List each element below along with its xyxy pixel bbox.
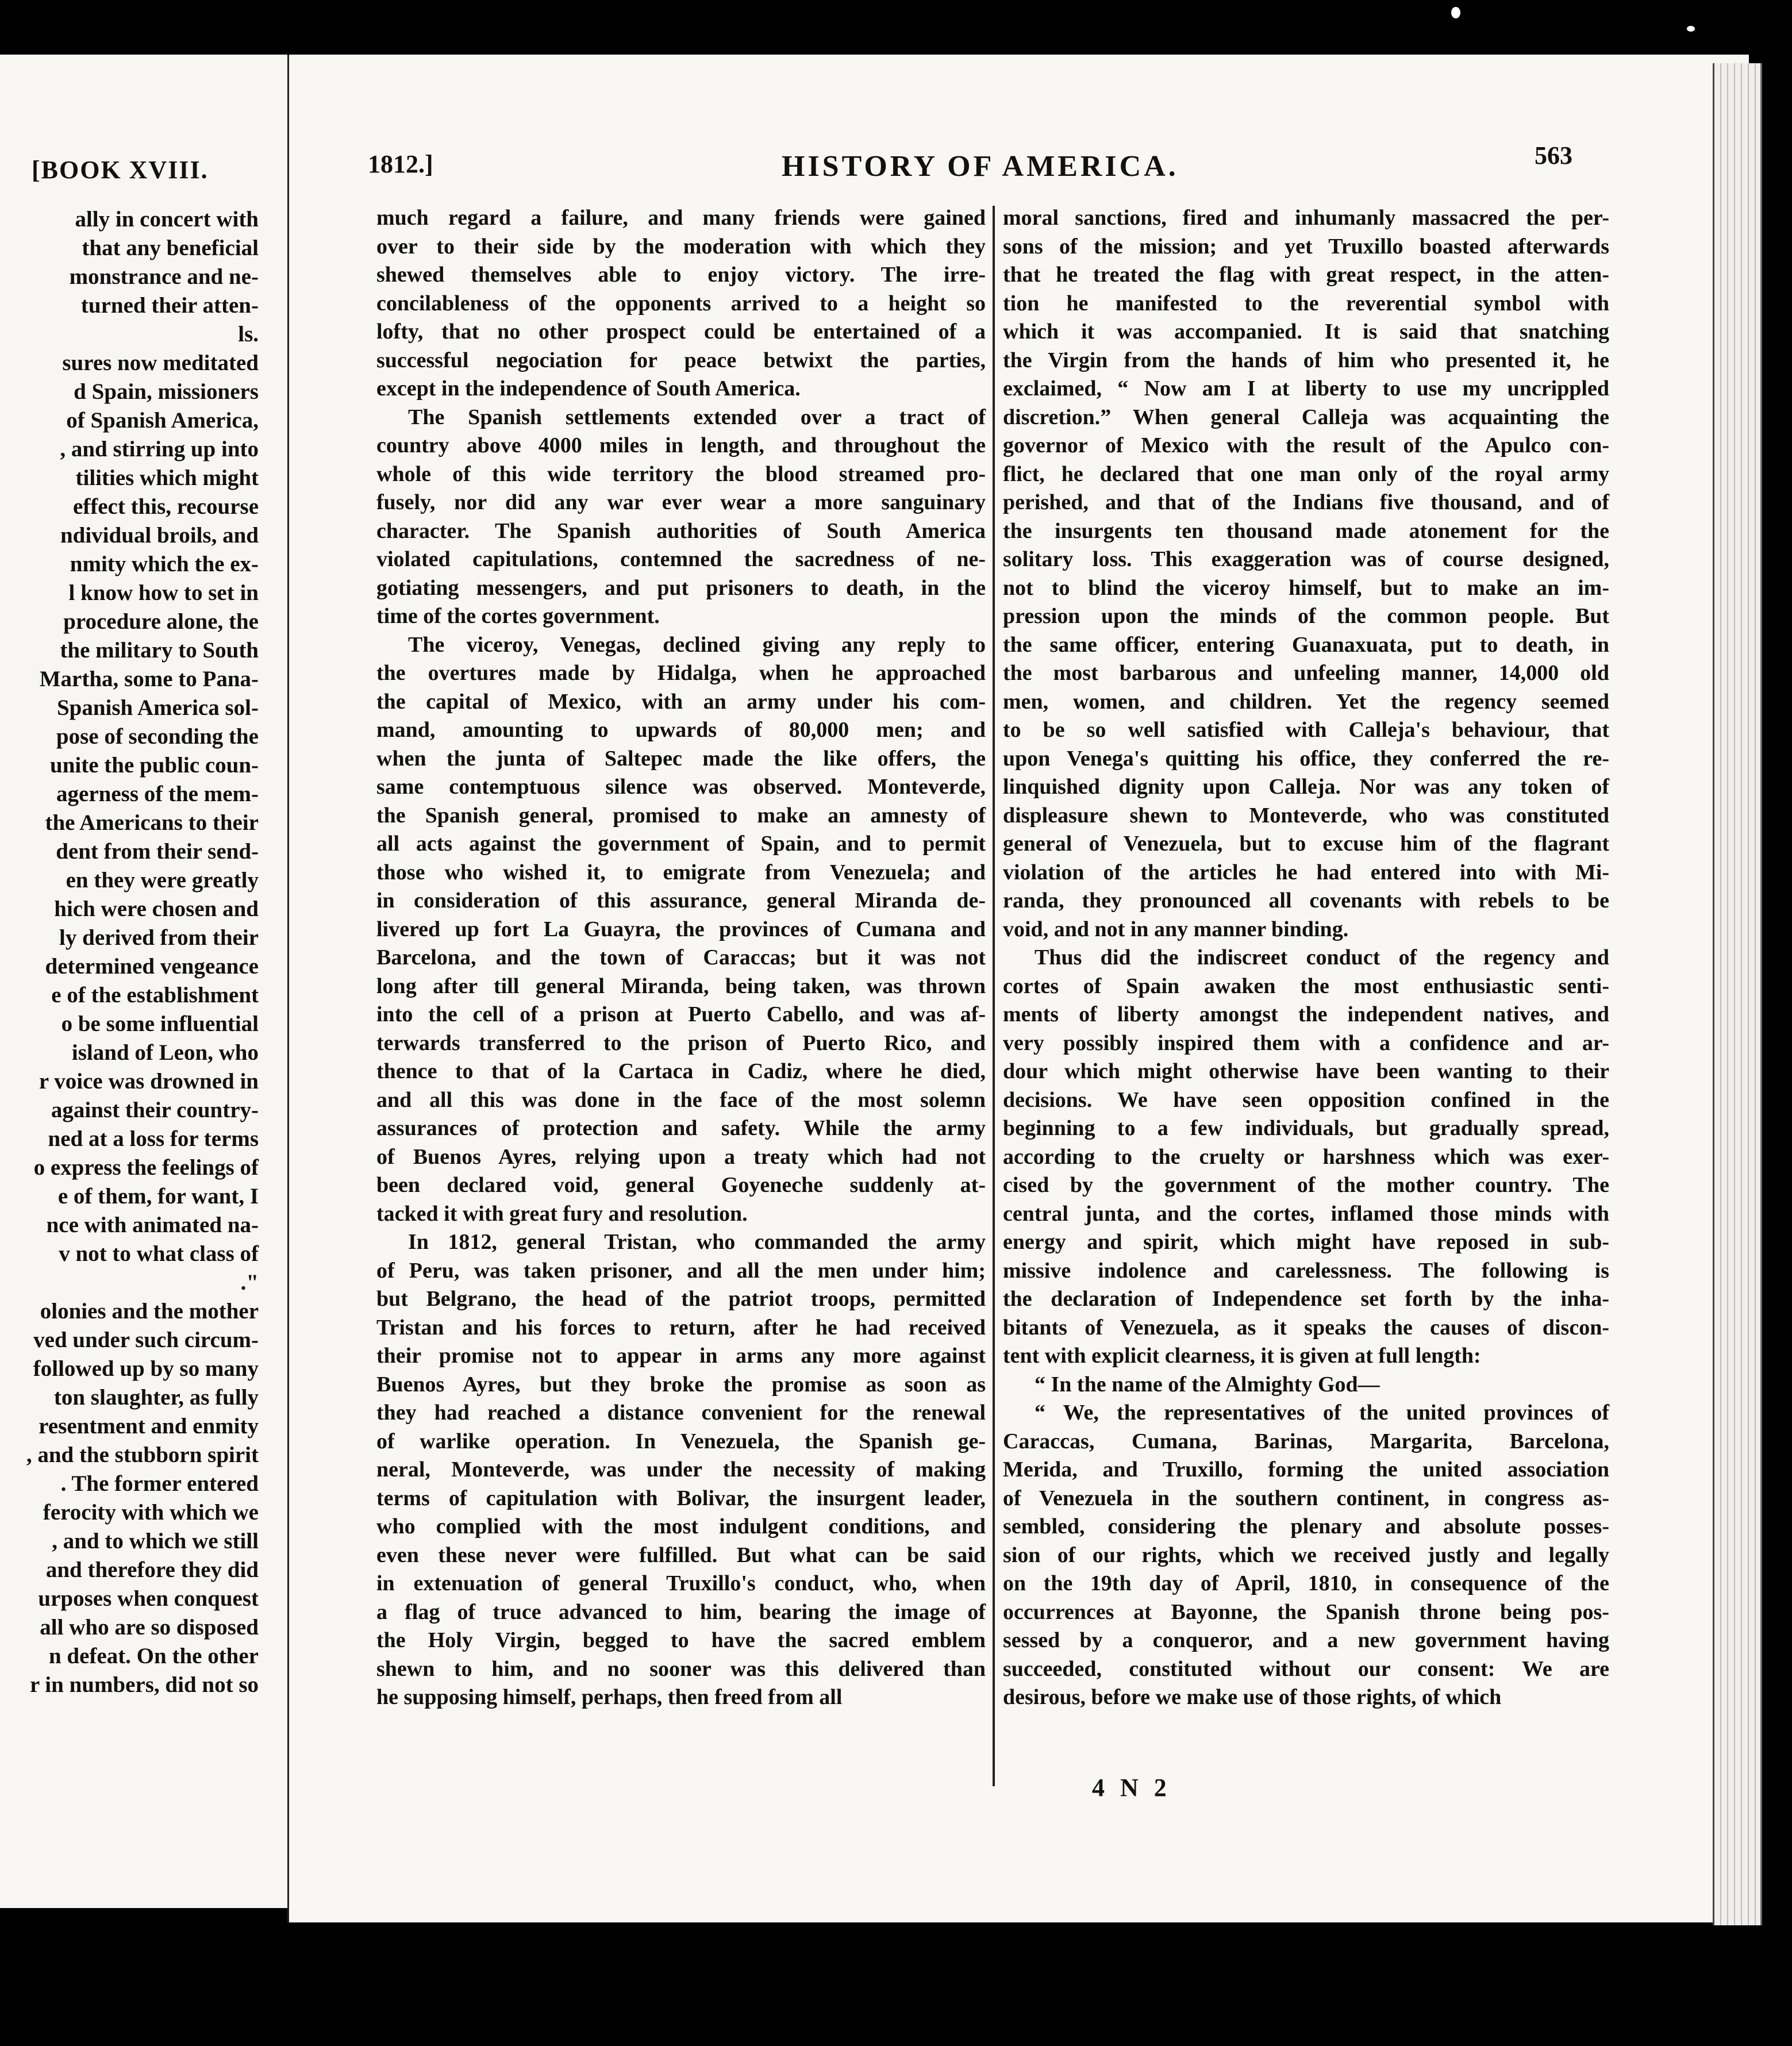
left-text-line: followed up by so many — [33, 1356, 259, 1381]
text-line: he supposing himself, perhaps, then freed from all — [376, 1685, 843, 1709]
text-line: “ In the name of the Almighty God— — [1035, 1372, 1380, 1397]
text-line: the Spanish general, promised to make an amnesty of — [376, 803, 986, 828]
left-text-line: effect this, recourse — [72, 494, 259, 519]
text-line: they had reached a distance convenient for the renewal — [376, 1401, 986, 1425]
text-line: The viceroy, Venegas, declined giving any reply to — [408, 632, 986, 657]
left-text-line: procedure alone, the — [63, 609, 259, 634]
text-line: that he treated the flag with great respect, in the atten- — [1003, 263, 1609, 287]
left-text-line: ton slaughter, as fully — [53, 1385, 259, 1410]
left-text-line: pose of seconding the — [56, 724, 259, 749]
text-line: solitary loss. This exaggeration was of course designed, — [1003, 547, 1609, 571]
text-line: violation of the articles he had entered into with Mi- — [1003, 860, 1609, 884]
text-line: even these never were fulfilled. But what can be said — [376, 1543, 986, 1567]
text-line: gotiating messengers, and put prisoners to death, in the — [376, 575, 986, 600]
text-line: central junta, and the cortes, inflamed those minds with — [1003, 1201, 1609, 1226]
text-line: and all this was done in the face of the most solemn — [376, 1087, 986, 1112]
left-text-line: d Spain, missioners — [74, 379, 259, 404]
text-line: the Holy Virgin, begged to have the sacred emblem — [376, 1628, 986, 1652]
text-line: upon Venega's quitting his office, they conferred the re- — [1003, 746, 1609, 771]
left-text-line: o be some influential — [61, 1012, 259, 1036]
text-line: the insurgents ten thousand made atonement for the — [1003, 518, 1609, 543]
text-line: ments of liberty amongst the independent natives, and — [1003, 1002, 1609, 1026]
text-line: all acts against the government of Spain, and to permit — [376, 832, 986, 856]
left-text-line: r voice was drowned in — [39, 1069, 259, 1094]
text-line: very possibly inspired them with a confidence and ar- — [1003, 1030, 1609, 1055]
left-text-line: ferocity with which we — [43, 1500, 259, 1525]
text-line: livered up fort La Guayra, the provinces of Cumana and — [376, 917, 986, 941]
left-text-line: ned at a loss for terms — [48, 1126, 259, 1151]
left-text-line: unite the public coun- — [50, 753, 259, 778]
text-line: to be so well satisfied with Calleja's behaviour, that — [1003, 718, 1609, 742]
left-text-line: l know how to set in — [68, 580, 259, 605]
left-text-line: of Spanish America, — [66, 408, 259, 433]
text-line: violated capitulations, contemned the sacredness of ne- — [376, 547, 986, 571]
column-divider — [993, 206, 995, 1786]
text-line: except in the independence of South America. — [376, 376, 801, 401]
text-line: the overtures made by Hidalga, when he approached — [376, 661, 986, 685]
left-text-line: monstrance and ne- — [69, 264, 259, 289]
left-text-line: o express the feelings of — [33, 1155, 259, 1180]
left-text-line: all who are so disposed — [40, 1615, 259, 1640]
text-line: of Venezuela in the southern continent, in congress as- — [1003, 1486, 1609, 1510]
signature-mark: 4 N 2 — [1092, 1774, 1171, 1802]
text-line: not to blind the viceroy himself, but to make an im- — [1003, 575, 1609, 600]
left-text-line: ally in concert with — [75, 207, 259, 232]
left-text-line: . The former entered — [60, 1471, 259, 1496]
text-line: sembled, considering the plenary and absolute posses- — [1003, 1514, 1609, 1539]
text-line: concilableness of the opponents arrived to a height so — [376, 291, 986, 316]
left-text-line: e of the establishment — [51, 983, 259, 1007]
text-line: time of the cortes government. — [376, 604, 660, 628]
left-text-line: , and to which we still — [52, 1529, 259, 1553]
left-text-line: en they were greatly — [66, 868, 259, 893]
page-edges — [1713, 63, 1762, 1925]
left-text-line: that any beneficial — [82, 236, 259, 260]
left-page-text — [0, 205, 293, 1699]
left-text-line: , and stirring up into — [60, 437, 259, 461]
text-line: the declaration of Independence set forth by the inha- — [1003, 1287, 1609, 1311]
text-line: desirous, before we make use of those rights, of which — [1003, 1685, 1502, 1709]
running-head-year: 1812.] — [368, 150, 433, 178]
text-line: much regard a failure, and many friends were gained — [376, 206, 986, 230]
text-line: character. The Spanish authorities of South America — [376, 518, 986, 543]
left-text-line: olonies and the mother — [40, 1299, 259, 1324]
text-line: of Peru, was taken prisoner, and all the men under him; — [376, 1258, 986, 1283]
text-line: over to their side by the moderation with which they — [376, 234, 986, 259]
text-line: but Belgrano, the head of the patriot troops, permitted — [376, 1287, 986, 1311]
text-line: sons of the mission; and yet Truxillo boasted afterwards — [1003, 234, 1609, 259]
text-line: of warlike operation. In Venezuela, the Spanish ge- — [376, 1429, 986, 1453]
text-line: Merida, and Truxillo, forming the united association — [1003, 1457, 1609, 1482]
text-line: fusely, nor did any war ever wear a more sanguinary — [376, 490, 986, 514]
text-line: The Spanish settlements extended over a tract of — [408, 405, 986, 429]
left-text-line: Spanish America sol- — [56, 695, 259, 720]
text-line: Caraccas, Cumana, Barinas, Margarita, Barcelona, — [1003, 1429, 1609, 1453]
text-line: successful negociation for peace betwixt the parties, — [376, 348, 986, 372]
text-line: long after till general Miranda, being taken, was thrown — [376, 974, 986, 998]
text-line: assurances of protection and safety. While the army — [376, 1116, 986, 1140]
text-line: Buenos Ayres, but they broke the promise as soon as — [376, 1372, 986, 1397]
text-line: who complied with the most indulgent conditions, and — [376, 1514, 986, 1539]
left-text-line: ls. — [238, 322, 259, 347]
text-line: those who wished it, to emigrate from Venezuela; and — [376, 860, 986, 884]
text-line: a flag of truce advanced to him, bearing the image of — [376, 1599, 986, 1624]
text-line: Tristan and his forces to return, after he had received — [376, 1315, 986, 1340]
left-text-line: island of Leon, who — [71, 1040, 259, 1065]
left-text-line: dent from their send- — [56, 839, 259, 864]
text-line: their promise not to appear in arms any more against — [376, 1344, 986, 1368]
left-text-line: , and the stubborn spirit — [26, 1443, 259, 1467]
left-text-line: ." — [240, 1270, 259, 1295]
text-line: thence to that of la Cartaca in Cadiz, where he died, — [376, 1059, 986, 1083]
text-line: the Virgin from the hands of him who presented it, he — [1003, 348, 1609, 372]
left-text-line: against their country- — [51, 1098, 259, 1122]
left-text-line: agerness of the mem- — [56, 782, 259, 806]
text-line: cised by the government of the mother country. The — [1003, 1173, 1609, 1197]
text-line: Barcelona, and the town of Caraccas; but it was not — [376, 945, 986, 970]
text-line: succeeded, constituted without our consent: We are — [1003, 1656, 1609, 1681]
text-line: neral, Monteverde, was under the necessity of making — [376, 1457, 986, 1482]
left-text-line: e of them, for want, I — [57, 1184, 259, 1209]
text-line: cortes of Spain awaken the most enthusiastic senti- — [1003, 974, 1609, 998]
left-text-line: sures now meditated — [62, 351, 259, 375]
text-line: tacked it with great fury and resolution. — [376, 1201, 748, 1226]
left-text-line: and therefore they did — [45, 1557, 259, 1582]
text-line: flict, he declared that one man only of the royal army — [1003, 461, 1609, 486]
text-line: perished, and that of the Indians five thousand, and of — [1003, 490, 1609, 514]
text-line: displeasure shewn to Monteverde, who was constituted — [1003, 803, 1609, 828]
text-line: general of Venezuela, but to excuse him of the flagrant — [1003, 832, 1609, 856]
text-line: terwards transferred to the prison of Puerto Rico, and — [376, 1030, 986, 1055]
text-line: linquished dignity upon Calleja. Nor was any token of — [1003, 775, 1609, 799]
text-line: occurrences at Bayonne, the Spanish throne being pos- — [1003, 1599, 1609, 1624]
left-text-line: resentment and enmity — [39, 1414, 259, 1439]
text-line: on the 19th day of April, 1810, in consequence of the — [1003, 1571, 1609, 1595]
left-text-line: tilities which might — [75, 466, 259, 490]
text-line: “ We, the representatives of the united provinces of — [1035, 1401, 1609, 1425]
text-line: which it was accompanied. It is said that snatching — [1003, 320, 1609, 344]
left-text-line: ved under such circum- — [33, 1328, 259, 1352]
text-line: been declared void, general Goyeneche suddenly at- — [376, 1173, 986, 1197]
left-text-line: ndividual broils, and — [60, 523, 259, 548]
left-text-line: Martha, some to Pana- — [39, 667, 259, 691]
text-line: missive indolence and carelessness. The following is — [1003, 1258, 1609, 1283]
text-line: tent with explicit clearness, it is given at full length: — [1003, 1344, 1481, 1368]
text-line: tion he manifested to the reverential symbol with — [1003, 291, 1609, 316]
left-text-line: the military to South — [60, 638, 259, 663]
text-line: terms of capitulation with Bolivar, the insurgent leader, — [376, 1486, 986, 1510]
text-column-right — [1003, 204, 1609, 1712]
left-text-line: the Americans to their — [45, 810, 259, 835]
scan-speck — [1451, 7, 1460, 18]
text-column-left — [376, 204, 986, 1712]
text-line: beginning to a few individuals, but gradually spread, — [1003, 1116, 1609, 1140]
text-line: the capital of Mexico, with an army under his com- — [376, 689, 986, 714]
text-line: randa, they pronounced all covenants with rebels to be — [1003, 889, 1609, 913]
left-text-line: v not to what class of — [59, 1241, 259, 1266]
text-line: void, and not in any manner binding. — [1003, 917, 1349, 941]
text-line: governor of Mexico with the result of the Apulco con- — [1003, 433, 1609, 457]
previous-page-fragment — [0, 55, 293, 1908]
left-text-line: urposes when conquest — [38, 1586, 259, 1611]
left-text-line: r in numbers, did not so — [29, 1672, 259, 1697]
text-line: in consideration of this assurance, general Miranda de- — [376, 889, 986, 913]
text-line: mand, amounting to upwards of 80,000 men; and — [376, 718, 986, 742]
text-line: sion of our rights, which we received justly and legally — [1003, 1543, 1609, 1567]
text-line: sessed by a conqueror, and a new government having — [1003, 1628, 1609, 1652]
text-line: the same officer, entering Guanaxuata, put to death, in — [1003, 632, 1609, 657]
text-line: discretion.” When general Calleja was acquainting the — [1003, 405, 1609, 429]
text-line: shewn to him, and no sooner was this delivered than — [376, 1656, 986, 1681]
left-running-head: [BOOK XVIII. — [32, 156, 209, 184]
left-text-line: turned their atten- — [80, 293, 259, 318]
text-line: in extenuation of general Truxillo's conduct, who, when — [376, 1571, 986, 1595]
text-line: men, women, and children. Yet the regency seemed — [1003, 689, 1609, 714]
text-line: moral sanctions, fired and inhumanly massacred the per- — [1003, 206, 1609, 230]
text-line: shewed themselves able to enjoy victory. The irre- — [376, 263, 986, 287]
left-text-line: hich were chosen and — [54, 897, 259, 921]
left-text-line: nmity which the ex- — [70, 552, 259, 576]
text-line: the most barbarous and unfeeling manner, 14,000 old — [1003, 661, 1609, 685]
text-line: same contemptuous silence was observed. Monteverde, — [376, 775, 986, 799]
left-text-line: determined vengeance — [45, 954, 259, 979]
text-line: according to the cruelty or harshness which was exer- — [1003, 1144, 1609, 1169]
running-head-title: HISTORY OF AMERICA. — [782, 150, 1179, 183]
left-text-line: n defeat. On the other — [48, 1644, 259, 1668]
text-line: pression upon the minds of the common people. But — [1003, 604, 1609, 628]
text-line: dour which might otherwise have been wanting to their — [1003, 1059, 1609, 1083]
text-line: whole of this wide territory the blood streamed pro- — [376, 461, 986, 486]
text-line: country above 4000 miles in length, and throughout the — [376, 433, 986, 457]
scan-speck — [1687, 26, 1695, 32]
left-text-line: nce with animated na- — [46, 1213, 259, 1237]
text-line: energy and spirit, which might have reposed in sub- — [1003, 1230, 1609, 1254]
text-line: decisions. We have seen opposition confined in the — [1003, 1087, 1609, 1112]
text-line: exclaimed, “ Now am I at liberty to use my uncrippled — [1003, 376, 1609, 401]
text-line: bitants of Venezuela, as it speaks the causes of discon- — [1003, 1315, 1609, 1340]
left-text-line: ly derived from their — [59, 925, 259, 950]
text-line: into the cell of a prison at Puerto Cabello, and was af- — [376, 1002, 986, 1026]
text-line: when the junta of Saltepec made the like offers, the — [376, 746, 986, 771]
text-line: of Buenos Ayres, relying upon a treaty which had not — [376, 1144, 986, 1169]
text-line: Thus did the indiscreet conduct of the regency and — [1035, 945, 1609, 970]
text-line: lofty, that no other prospect could be entertained of a — [376, 320, 986, 344]
page-number: 563 — [1535, 141, 1572, 170]
text-line: In 1812, general Tristan, who commanded the army — [408, 1230, 986, 1254]
